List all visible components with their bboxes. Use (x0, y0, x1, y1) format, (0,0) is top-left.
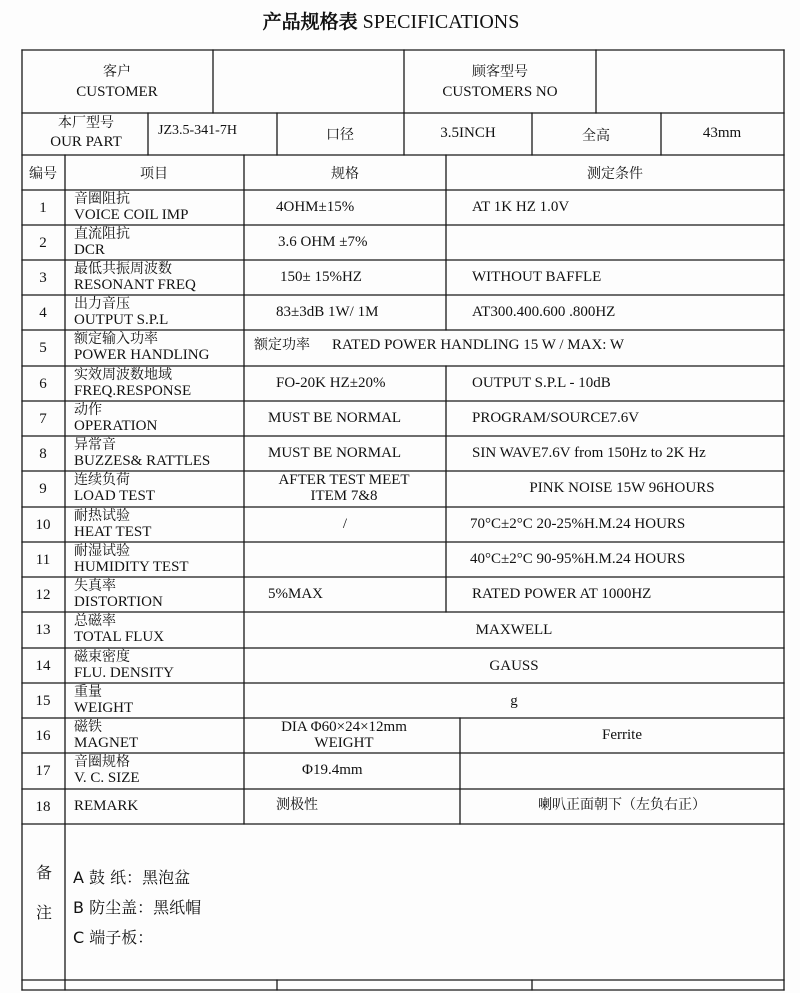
row-number: 16 (35, 727, 51, 744)
item-name-cn: 音圈阻抗 (74, 191, 130, 207)
row-number: 13 (35, 621, 51, 638)
spec-value: / (342, 515, 348, 532)
height-value: 43mm (702, 125, 742, 141)
col-header-no: 编号 (29, 166, 57, 182)
our-part-value: JZ3.5-341-7H (158, 123, 237, 138)
customer-label-cn: 客户 (103, 64, 131, 80)
row-number: 2 (39, 234, 47, 251)
item-name-cn: 最低共振周波数 (74, 261, 172, 277)
item-name-en: V. C. SIZE (74, 770, 140, 786)
our-part-label-en: OUR PART (50, 134, 122, 150)
spec-unit: MAXWELL (475, 621, 553, 638)
item-name-en: DISTORTION (74, 594, 163, 610)
condition-value: Ferrite (602, 726, 642, 743)
spec-value: RATED POWER HANDLING 15 W / MAX: W (332, 336, 625, 353)
item-name-en: TOTAL FLUX (74, 629, 165, 645)
spec-value: 3.6 OHM ±7% (278, 233, 368, 250)
spec-value-line-2: WEIGHT (314, 735, 374, 751)
row-number: 6 (39, 375, 47, 392)
row-number: 3 (39, 269, 47, 286)
item-name-cn: 失真率 (74, 578, 116, 594)
customer-label-en: CUSTOMER (76, 84, 158, 100)
item-name-en: HUMIDITY TEST (74, 559, 189, 575)
row-number: 7 (39, 410, 47, 427)
condition-value: OUTPUT S.P.L - 10dB (472, 374, 611, 391)
col-header-item: 项目 (140, 166, 168, 182)
remark-value: 测极性 (276, 796, 318, 813)
item-name-cn: 直流阻抗 (74, 226, 130, 242)
spec-value: 83±3dB 1W/ 1M (276, 303, 379, 320)
item-name-cn: 音圈规格 (74, 754, 130, 770)
spec-value: 4OHM±15% (276, 198, 355, 215)
item-name-cn: 动作 (74, 402, 102, 418)
item-name-en: OPERATION (74, 418, 158, 434)
item-name-en: DCR (74, 242, 105, 258)
item-name-cn: 耐热试验 (74, 508, 130, 524)
condition-value: RATED POWER AT 1000HZ (472, 585, 652, 602)
condition-value: SIN WAVE7.6V from 150Hz to 2K Hz (472, 444, 706, 461)
col-header-condition: 测定条件 (587, 166, 643, 182)
item-name-en: LOAD TEST (74, 488, 155, 504)
spec-value: 5%MAX (268, 585, 323, 602)
row-number: 1 (39, 199, 47, 216)
notes-label-2: 注 (35, 903, 53, 922)
spec-value-line-1: DIA Φ60×24×12mm (281, 719, 407, 735)
note-line-a: A 鼓 纸：黑泡盆 (73, 868, 191, 887)
item-name-en: FREQ.RESPONSE (74, 383, 192, 399)
item-name-cn: 磁束密度 (74, 649, 130, 665)
customer-model-label-en: CUSTOMERS NO (442, 84, 558, 100)
condition-value: PROGRAM/SOURCE7.6V (472, 409, 640, 426)
row-number: 12 (35, 586, 51, 603)
spec-value-line-1: AFTER TEST MEET (278, 472, 410, 488)
item-name-en: HEAT TEST (74, 524, 152, 540)
condition-value: 70°C±2°C 20-25%H.M.24 HOURS (470, 515, 686, 532)
item-name-cn: 连续负荷 (74, 472, 130, 488)
item-name-cn: 异常音 (74, 437, 116, 453)
item-name-cn: 耐湿试验 (74, 543, 130, 559)
diameter-label: 口径 (326, 127, 354, 143)
item-name-cn: 磁铁 (74, 719, 102, 735)
item-name-en: MAGNET (74, 735, 139, 751)
row-number: 4 (39, 304, 47, 321)
row-number: 15 (35, 692, 51, 709)
title-cn: 产品规格表 (262, 11, 358, 33)
spec-value: MUST BE NORMAL (268, 409, 402, 426)
row-number: 14 (35, 657, 51, 674)
row-number: 5 (39, 339, 47, 356)
note-line-c: C 端子板： (73, 928, 154, 947)
item-name-cn: 额定输入功率 (74, 331, 158, 347)
spec-value: FO-20K HZ±20% (276, 374, 386, 391)
item-name-cn: 出力音压 (74, 296, 130, 312)
spec-value: 150± 15%HZ (280, 268, 362, 285)
item-name-en: WEIGHT (74, 700, 134, 716)
row-number: 9 (39, 480, 47, 497)
note-line-b: B 防尘盖：黑纸帽 (73, 898, 202, 917)
customer-model-label-cn: 顾客型号 (472, 64, 528, 80)
item-name-en: FLU. DENSITY (74, 665, 174, 681)
col-header-spec: 规格 (331, 166, 359, 182)
item-name-en: BUZZES& RATTLES (74, 453, 211, 469)
condition-value: AT 1K HZ 1.0V (472, 198, 570, 215)
condition-value: PINK NOISE 15W 96HOURS (529, 479, 715, 496)
item-name-en: RESONANT FREQ (74, 277, 196, 293)
row-number: 11 (35, 551, 51, 568)
row-number: 17 (35, 762, 51, 779)
item-name-cn: 总磁率 (74, 613, 116, 629)
item-name-en: POWER HANDLING (74, 347, 210, 363)
condition-value: AT300.400.600 .800HZ (472, 303, 616, 320)
row-number: 10 (35, 516, 51, 533)
condition-value: 40°C±2°C 90-95%H.M.24 HOURS (470, 550, 686, 567)
item-name-en: REMARK (74, 797, 139, 814)
item-name-cn: 实效周波数地域 (74, 367, 172, 383)
spec-value-line-2: ITEM 7&8 (310, 488, 378, 504)
condition-value: WITHOUT BAFFLE (472, 268, 602, 285)
title-en: SPECIFICATIONS (362, 11, 520, 33)
spec-unit: g (510, 692, 518, 709)
height-label: 全高 (582, 128, 610, 144)
item-name-en: VOICE COIL IMP (74, 207, 189, 223)
row-number: 8 (39, 445, 47, 462)
spec-value: MUST BE NORMAL (268, 444, 402, 461)
item-name-cn: 重量 (74, 684, 102, 700)
diameter-value: 3.5INCH (440, 125, 496, 141)
page-title (263, 12, 520, 32)
our-part-label-cn: 本厂型号 (58, 115, 114, 131)
spec-value-cn: 额定功率 (254, 336, 310, 353)
notes-label-1: 备 (35, 863, 53, 882)
remark-condition: 喇叭正面朝下（左负右正） (538, 796, 706, 813)
spec-value: Φ19.4mm (302, 761, 363, 778)
item-name-en: OUTPUT S.P.L (74, 312, 169, 328)
row-number: 18 (35, 798, 51, 815)
spec-unit: GAUSS (489, 657, 539, 674)
